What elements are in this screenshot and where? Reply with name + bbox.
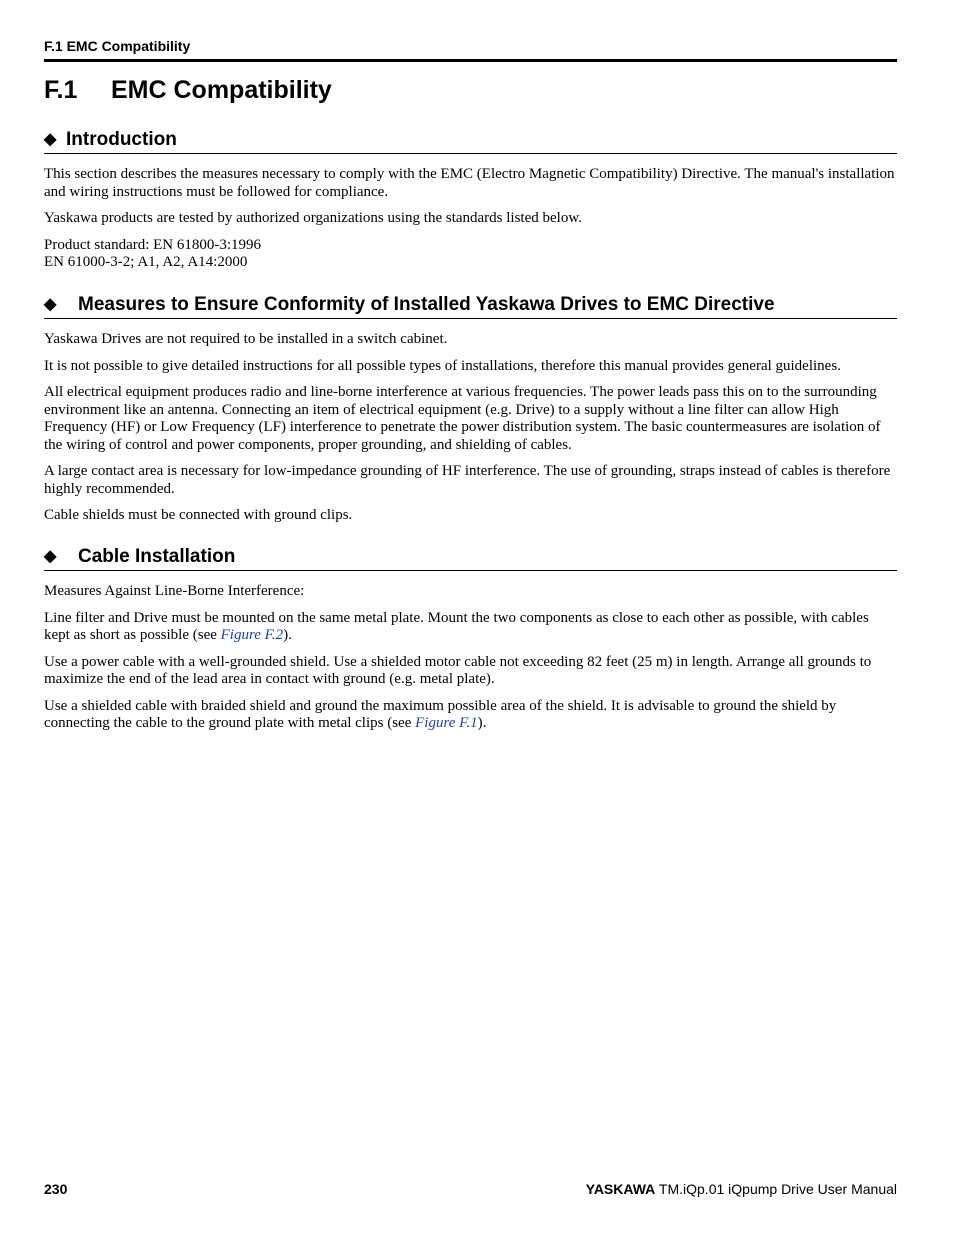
section-heading-measures xyxy=(44,294,897,319)
paragraph xyxy=(44,610,897,645)
paragraph-text: Use a shielded cable with braided shield and ground the maximum possible area of the shield. It is advisable to ground the shield by connecting the cable to the ground plate with metal clips (see xyxy=(44,697,837,731)
figure-f2-link[interactable]: Figure F.2 xyxy=(220,627,284,643)
diamond-icon: ◆ xyxy=(44,131,57,148)
figure-f1-link[interactable]: Figure F.1 xyxy=(415,715,478,731)
paragraph-text: Line filter and Drive must be mounted on the same metal plate. Mount the two components as close to each other as possible, with cables kept as short as possible (see xyxy=(44,609,869,643)
header-rule xyxy=(44,59,897,62)
paragraph-text: ). xyxy=(477,715,487,731)
document-page xyxy=(44,0,897,1235)
standards-list xyxy=(44,237,897,272)
section-measures xyxy=(44,294,897,534)
paragraph: This section describes the measures necessary to comply with the EMC (Electro Magnetic Compatibility) Directive. The manual's installation and wiring instructions must be followed for compliance. xyxy=(44,166,895,200)
chapter-number: F.1 xyxy=(44,76,78,104)
paragraph: Measures Against Line-Borne Interference: xyxy=(44,583,305,599)
section-heading-text: Cable Installation xyxy=(78,546,236,567)
paragraph-text: ). xyxy=(283,627,292,643)
paragraph xyxy=(44,698,897,733)
standard-line: Product standard: EN 61800-3:1996 xyxy=(44,236,262,253)
paragraph: It is not possible to give detailed instructions for all possible types of installations, therefore this manual provides general guidelines. xyxy=(44,357,841,374)
page-number: 230 xyxy=(44,1181,68,1197)
chapter-title-text: EMC Compatibility xyxy=(111,76,332,104)
running-header: F.1 EMC Compatibility xyxy=(44,38,191,54)
section-heading-introduction xyxy=(44,129,897,154)
paragraph: Yaskawa Drives are not required to be installed in a switch cabinet. xyxy=(44,331,448,347)
standard-line: EN 61000-3-2; A1, A2, A14:2000 xyxy=(44,254,248,270)
section-cable-installation xyxy=(44,546,897,742)
manual-title-text: TM.iQp.01 iQpump Drive User Manual xyxy=(658,1181,897,1197)
diamond-icon: ◆ xyxy=(44,296,57,313)
section-heading-text: Introduction xyxy=(66,129,177,150)
manual-title xyxy=(586,1181,897,1197)
paragraph: All electrical equipment produces radio and line-borne interference at various frequencies. The power leads pass this on to the surrounding environment like an antenna. Connecting an item of electrical equipment (e.g. Drive) to a supply without a line filter can allow High Frequency (HF) or Low Frequency (LF) interference to penetrate the power distribution system. The basic countermeasures are isolation of the wiring of control and power components, proper grounding, and shielding of cables. xyxy=(44,384,881,453)
brand-name: YASKAWA xyxy=(585,1181,656,1197)
section-heading-text: Measures to Ensure Conformity of Installed Yaskawa Drives to EMC Directive xyxy=(78,294,775,315)
section-heading-cable-installation xyxy=(44,546,897,571)
section-introduction xyxy=(44,129,897,281)
diamond-icon: ◆ xyxy=(44,548,57,565)
paragraph: A large contact area is necessary for low-impedance grounding of HF interference. The use of grounding, straps instead of cables is therefore highly recommended. xyxy=(44,463,891,497)
paragraph: Cable shields must be connected with ground clips. xyxy=(44,507,353,523)
paragraph: Use a power cable with a well-grounded shield. Use a shielded motor cable not exceeding 82 feet (25 m) in length. Arrange all grounds to maximize the end of the lead area in contact with ground (e.g. metal plate). xyxy=(44,653,872,687)
paragraph: Yaskawa products are tested by authorized organizations using the standards listed below. xyxy=(44,210,582,226)
chapter-title xyxy=(44,76,332,105)
